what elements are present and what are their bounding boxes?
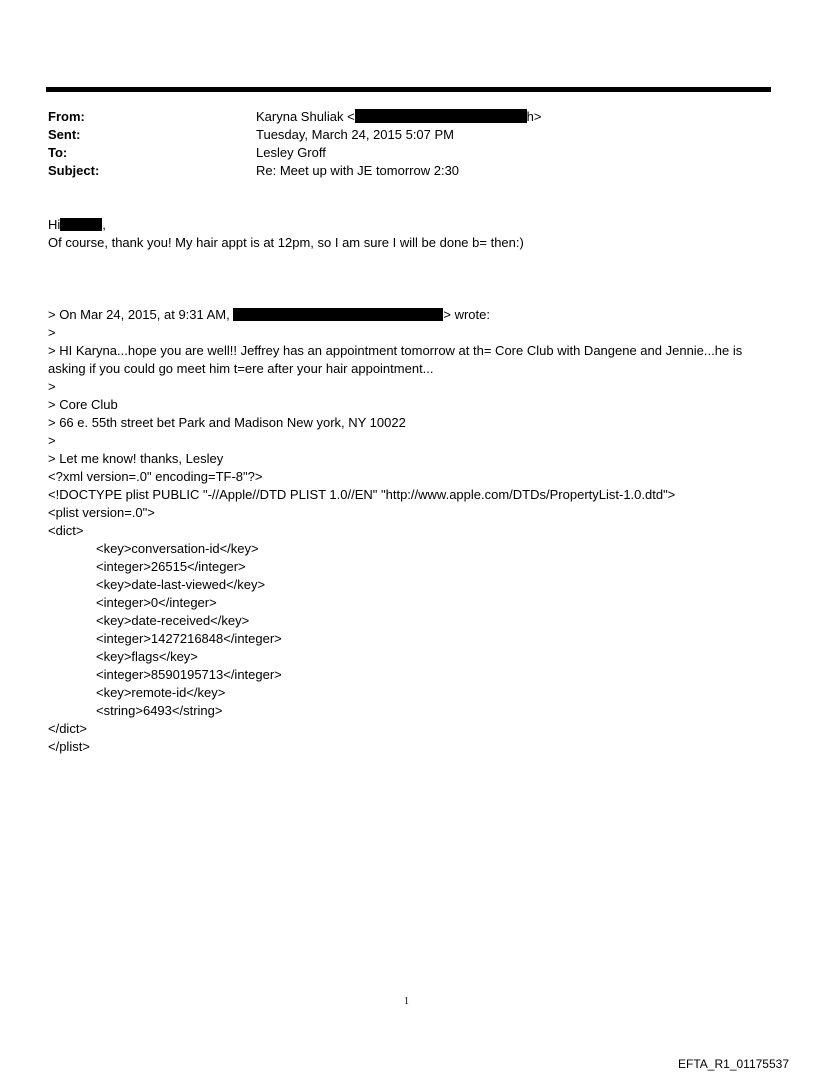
subject-value: Re: Meet up with JE tomorrow 2:30 xyxy=(256,163,460,178)
greeting-line: Hi , xyxy=(48,217,106,232)
xml-line: <?xml version=.0" encoding=TF-8"?> xyxy=(48,469,263,484)
xml-line: <plist version=.0"> xyxy=(48,505,155,520)
xml-line: <string>6493</string> xyxy=(96,703,223,718)
redaction-box xyxy=(233,308,443,321)
header-rule xyxy=(46,87,771,92)
subject-label: Subject: xyxy=(48,163,100,178)
xml-line: <key>date-received</key> xyxy=(96,613,250,628)
quote-line: > HI Karyna...hope you are well!! Jeffrey has an appointment tomorrow at th= Core Club with Dangene and Jennie...he is xyxy=(48,343,743,358)
xml-line: <integer>0</integer> xyxy=(96,595,217,610)
quote-line: asking if you could go meet him t=ere after your hair appointment... xyxy=(48,361,434,376)
sent-value: Tuesday, March 24, 2015 5:07 PM xyxy=(256,127,454,142)
xml-line: <key>date-last-viewed</key> xyxy=(96,577,266,592)
quote-line: > xyxy=(48,379,56,394)
xml-line: <integer>1427216848</integer> xyxy=(96,631,282,646)
xml-line: </plist> xyxy=(48,739,90,754)
xml-line: <key>flags</key> xyxy=(96,649,198,664)
quote-line: > xyxy=(48,325,56,340)
xml-line: <!DOCTYPE plist PUBLIC "-//Apple//DTD PLIST 1.0//EN" "http://www.apple.com/DTDs/PropertyList-1.0.dtd"> xyxy=(48,487,676,502)
quote-line: > Core Club xyxy=(48,397,118,412)
page-number: 1 xyxy=(404,996,409,1007)
from-value: Karyna Shuliak < h> xyxy=(256,109,542,124)
redaction-box xyxy=(60,218,102,231)
from-label: From: xyxy=(48,109,85,124)
to-value: Lesley Groff xyxy=(256,145,326,160)
quote-line: > xyxy=(48,433,56,448)
document-id: EFTA_R1_01175537 xyxy=(678,1057,789,1071)
from-name: Karyna Shuliak xyxy=(256,109,344,124)
quote-line: > 66 e. 55th street bet Park and Madison New york, NY 10022 xyxy=(48,415,406,430)
xml-line: <integer>8590195713</integer> xyxy=(96,667,282,682)
redaction-box xyxy=(355,109,527,123)
xml-line: <key>remote-id</key> xyxy=(96,685,226,700)
xml-line: <key>conversation-id</key> xyxy=(96,541,259,556)
xml-line: <integer>26515</integer> xyxy=(96,559,246,574)
quote-line: > Let me know! thanks, Lesley xyxy=(48,451,224,466)
reply-line: Of course, thank you! My hair appt is at 12pm, so I am sure I will be done b= then:) xyxy=(48,235,524,250)
to-label: To: xyxy=(48,145,68,160)
sent-label: Sent: xyxy=(48,127,81,142)
xml-line: <dict> xyxy=(48,523,84,538)
quote-intro-line: > On Mar 24, 2015, at 9:31 AM, > wrote: xyxy=(48,307,490,322)
xml-line: </dict> xyxy=(48,721,88,736)
